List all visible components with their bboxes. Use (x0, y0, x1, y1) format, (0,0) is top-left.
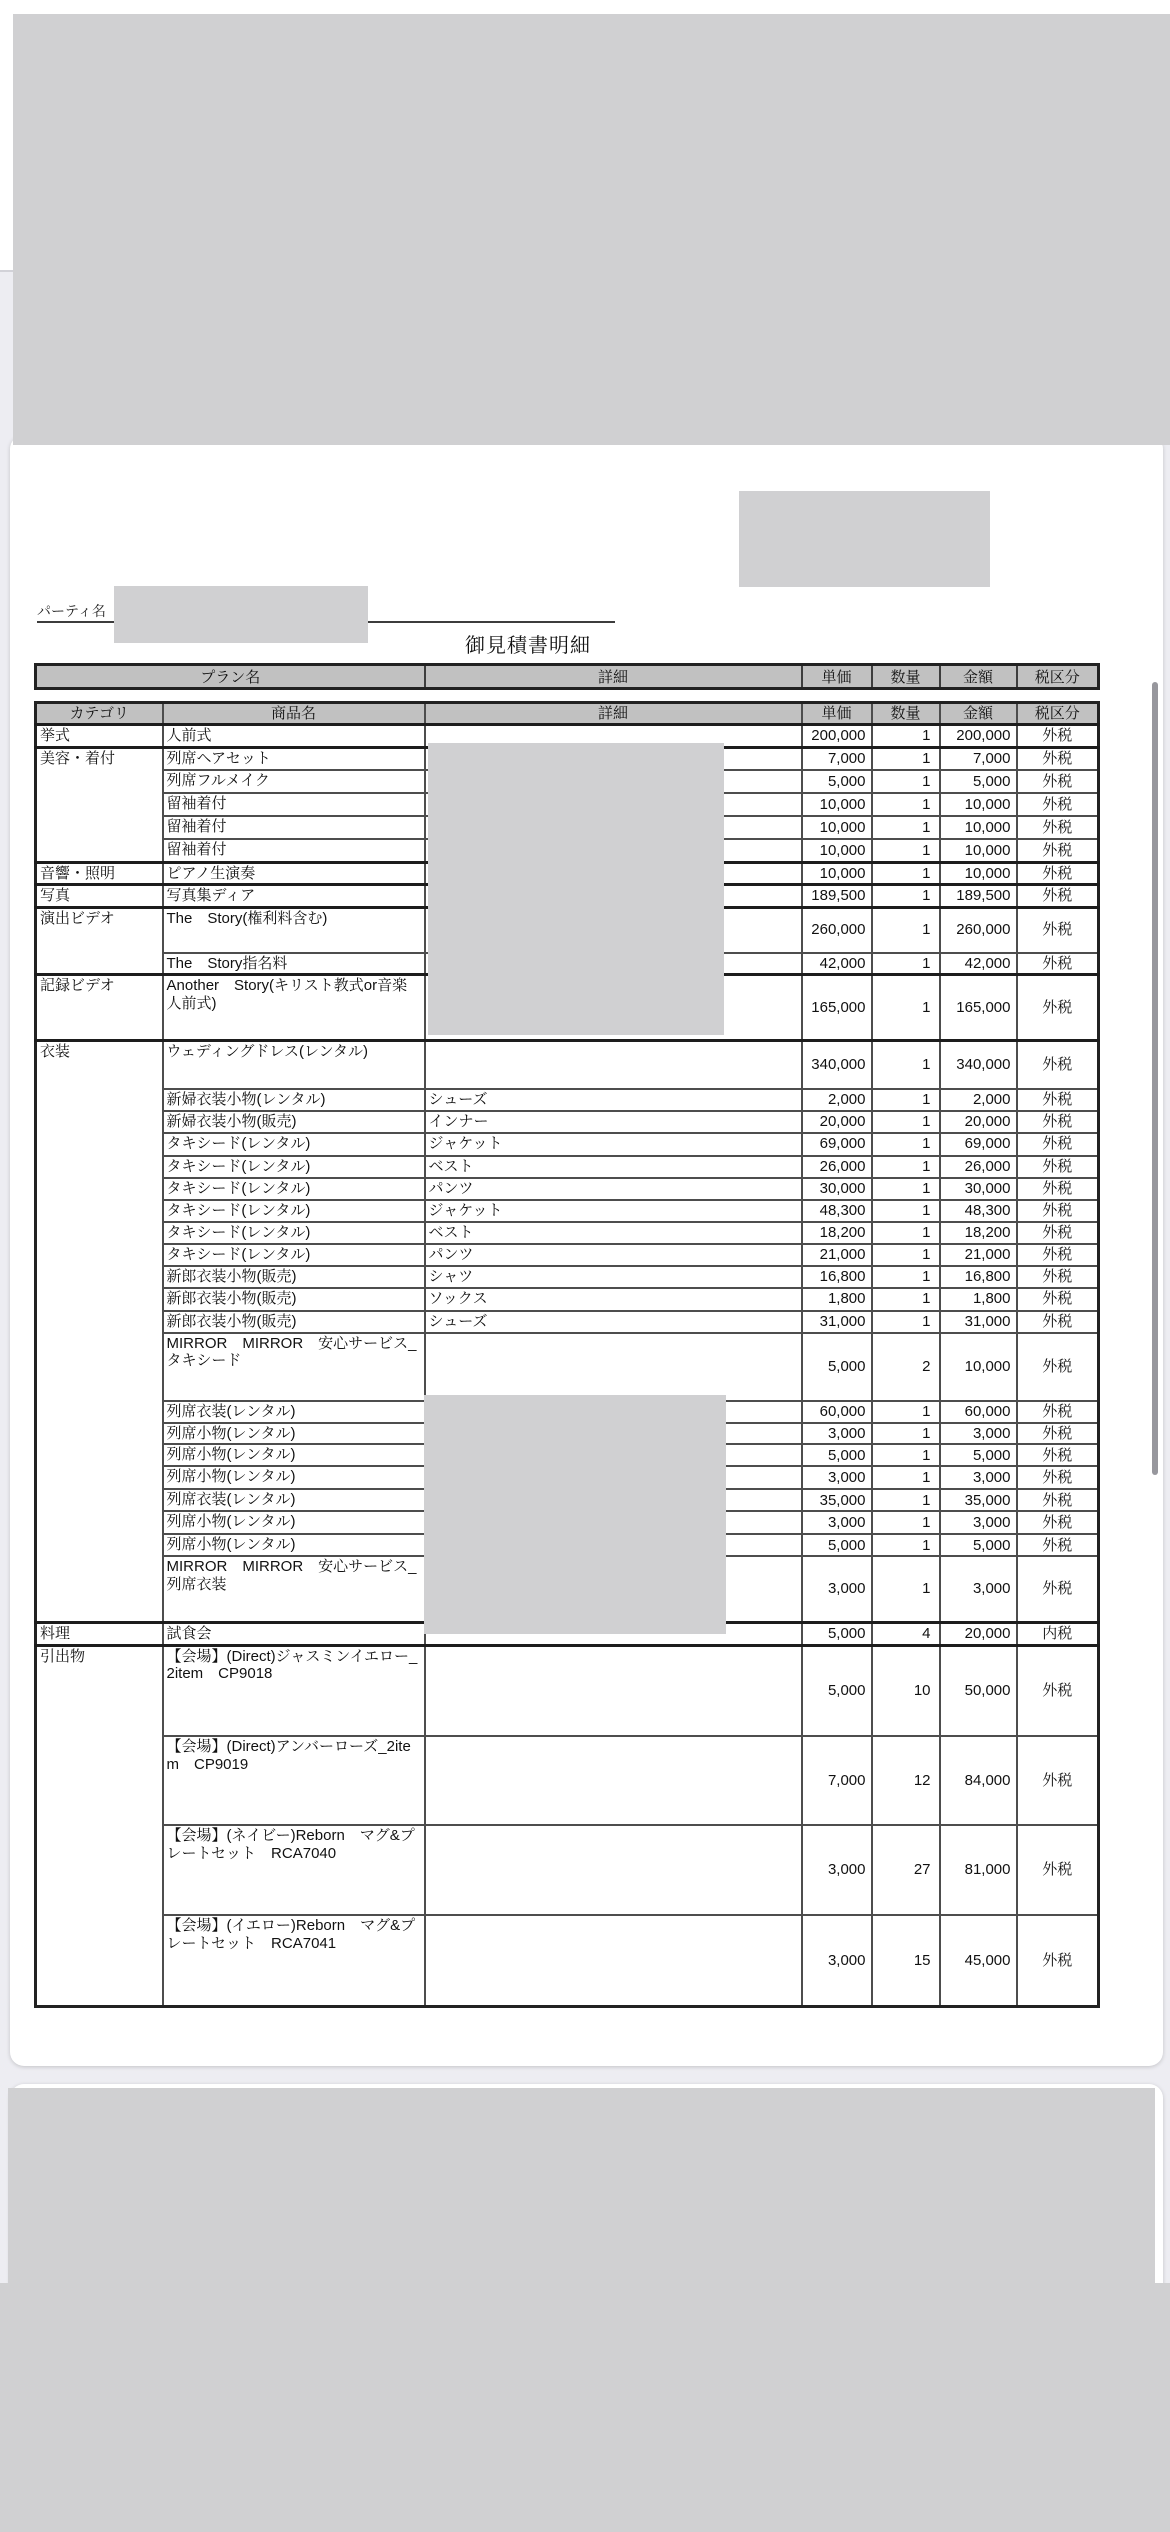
category-cell: 記録ビデオ (36, 975, 163, 1041)
unit-price-cell: 7,000 (802, 747, 872, 770)
unit-price-cell: 5,000 (802, 1534, 872, 1556)
unit-price-cell: 10,000 (802, 862, 872, 885)
unit-price-cell: 31,000 (802, 1311, 872, 1333)
product-name-cell: タキシード(レンタル) (163, 1178, 425, 1200)
category-cell: 引出物 (36, 1645, 163, 2006)
amount-cell: 3,000 (940, 1511, 1017, 1534)
product-name-cell: 列席フルメイク (163, 770, 425, 793)
unit-price-cell: 3,000 (802, 1825, 872, 1915)
category-cell: 料理 (36, 1622, 163, 1645)
qty-cell: 1 (872, 747, 940, 770)
amount-cell: 21,000 (940, 1244, 1017, 1266)
category-cell: 音響・照明 (36, 862, 163, 885)
product-name-cell: MIRROR MIRROR 安心サービス_列席衣装 (163, 1556, 425, 1622)
table-row (36, 1178, 1099, 1200)
table-row (36, 1111, 1099, 1133)
tax-class-cell: 外税 (1017, 1489, 1099, 1511)
page-2 (10, 435, 1163, 2066)
product-name-cell: 新婦衣装小物(販売) (163, 1111, 425, 1133)
tax-class-cell: 外税 (1017, 953, 1099, 975)
category-cell: 写真 (36, 885, 163, 908)
amount-cell: 69,000 (940, 1133, 1017, 1156)
table-row (36, 1333, 1099, 1401)
detail-cell (425, 1645, 802, 1736)
qty-cell: 1 (872, 1111, 940, 1133)
qty-cell: 1 (872, 1200, 940, 1222)
qty-cell: 1 (872, 1466, 940, 1489)
tax-class-cell: 外税 (1017, 1466, 1099, 1489)
amount-cell: 5,000 (940, 770, 1017, 793)
tax-class-cell: 内税 (1017, 1622, 1099, 1645)
qty-cell: 1 (872, 1311, 940, 1333)
detail-cell: シューズ (425, 1089, 802, 1111)
unit-price-cell: 26,000 (802, 1156, 872, 1178)
product-name-cell: The Story指名料 (163, 953, 425, 975)
tax-class-cell: 外税 (1017, 1178, 1099, 1200)
product-name-cell: 列席小物(レンタル) (163, 1466, 425, 1489)
qty-cell: 1 (872, 1178, 940, 1200)
product-name-cell: MIRROR MIRROR 安心サービス_タキシード (163, 1333, 425, 1401)
tax-class-cell: 外税 (1017, 1736, 1099, 1825)
category-header: カテゴリ (36, 703, 163, 725)
amount-cell: 35,000 (940, 1489, 1017, 1511)
tax-class-cell: 外税 (1017, 1244, 1099, 1266)
qty-cell: 1 (872, 1423, 940, 1445)
category-cell: 挙式 (36, 725, 163, 748)
tax-class-cell: 外税 (1017, 1444, 1099, 1466)
unit-price-header: 単価 (802, 665, 872, 689)
amount-cell: 18,200 (940, 1222, 1017, 1244)
qty-cell: 1 (872, 1266, 940, 1288)
product-name-cell: 新郎衣装小物(販売) (163, 1311, 425, 1333)
amount-cell: 48,300 (940, 1200, 1017, 1222)
product-name-cell: 列席衣装(レンタル) (163, 1489, 425, 1511)
tax-class-cell: 外税 (1017, 1133, 1099, 1156)
tax-class-cell: 外税 (1017, 908, 1099, 953)
plan-name-header: プラン名 (36, 665, 425, 689)
unit-price-cell: 3,000 (802, 1423, 872, 1445)
product-name-cell: 【会場】(ネイビー)Reborn マグ&プレートセット RCA7040 (163, 1825, 425, 1915)
amount-cell: 200,000 (940, 725, 1017, 748)
qty-cell: 1 (872, 725, 940, 748)
tax-class-cell: 外税 (1017, 1511, 1099, 1534)
product-name-cell: 【会場】(Direct)アンバーローズ_2item CP9019 (163, 1736, 425, 1825)
amount-cell: 31,000 (940, 1311, 1017, 1333)
unit-price-cell: 20,000 (802, 1111, 872, 1133)
qty-cell: 1 (872, 1156, 940, 1178)
unit-price-cell: 5,000 (802, 770, 872, 793)
category-cell: 衣装 (36, 1041, 163, 1623)
unit-price-cell: 3,000 (802, 1466, 872, 1489)
plan-header-table (34, 663, 1100, 690)
category-cell: 美容・着付 (36, 747, 163, 862)
unit-price-cell: 21,000 (802, 1244, 872, 1266)
unit-price-header: 単価 (802, 703, 872, 725)
tax-class-cell: 外税 (1017, 1915, 1099, 2006)
tax-class-cell: 外税 (1017, 1534, 1099, 1556)
tax-class-cell: 外税 (1017, 1089, 1099, 1111)
unit-price-cell: 200,000 (802, 725, 872, 748)
unit-price-cell: 189,500 (802, 885, 872, 908)
qty-cell: 4 (872, 1622, 940, 1645)
amount-cell: 60,000 (940, 1401, 1017, 1423)
detail-header: 詳細 (425, 665, 802, 689)
table-row (36, 1133, 1099, 1156)
table-row (36, 1244, 1099, 1266)
amount-cell: 260,000 (940, 908, 1017, 953)
product-name-cell: 【会場】(Direct)ジャスミンイエロー_2item CP9018 (163, 1645, 425, 1736)
category-cell: 演出ビデオ (36, 908, 163, 975)
unit-price-cell: 18,200 (802, 1222, 872, 1244)
product-name-cell: 新婦衣装小物(レンタル) (163, 1089, 425, 1111)
table-row (36, 1311, 1099, 1333)
product-name-cell: 列席小物(レンタル) (163, 1444, 425, 1466)
detail-header: 詳細 (425, 703, 802, 725)
qty-cell: 1 (872, 953, 940, 975)
tax-class-cell: 外税 (1017, 1266, 1099, 1288)
product-name-cell: タキシード(レンタル) (163, 1133, 425, 1156)
amount-cell: 3,000 (940, 1423, 1017, 1445)
tax-class-cell: 外税 (1017, 885, 1099, 908)
detail-cell (425, 1825, 802, 1915)
unit-price-cell: 35,000 (802, 1489, 872, 1511)
product-name-cell: ピアノ生演奏 (163, 862, 425, 885)
amount-cell: 5,000 (940, 1444, 1017, 1466)
qty-cell: 1 (872, 1041, 940, 1089)
tax-class-cell: 外税 (1017, 816, 1099, 839)
qty-cell: 2 (872, 1333, 940, 1401)
detail-cell (425, 1736, 802, 1825)
amount-cell: 26,000 (940, 1156, 1017, 1178)
amount-cell: 20,000 (940, 1622, 1017, 1645)
qty-header: 数量 (872, 665, 940, 689)
unit-price-cell: 165,000 (802, 975, 872, 1041)
qty-cell: 1 (872, 1511, 940, 1534)
unit-price-cell: 7,000 (802, 1736, 872, 1825)
unit-price-cell: 30,000 (802, 1178, 872, 1200)
redaction-box (13, 14, 1170, 445)
product-name-cell: 列席小物(レンタル) (163, 1534, 425, 1556)
unit-price-cell: 42,000 (802, 953, 872, 975)
product-name-cell: 留袖着付 (163, 839, 425, 862)
product-name-cell: 列席ヘアセット (163, 747, 425, 770)
table-row (36, 1736, 1099, 1825)
detail-cell: シューズ (425, 1311, 802, 1333)
qty-cell: 1 (872, 908, 940, 953)
table-row (36, 1645, 1099, 1736)
qty-cell: 1 (872, 839, 940, 862)
redaction-box (114, 586, 368, 643)
detail-cell: ベスト (425, 1222, 802, 1244)
amount-cell: 189,500 (940, 885, 1017, 908)
unit-price-cell: 5,000 (802, 1333, 872, 1401)
detail-cell: ジャケット (425, 1133, 802, 1156)
tax-class-cell: 外税 (1017, 1200, 1099, 1222)
qty-cell: 1 (872, 1222, 940, 1244)
tax-class-cell: 外税 (1017, 1556, 1099, 1622)
product-name-cell: 列席小物(レンタル) (163, 1511, 425, 1534)
table-row (36, 1288, 1099, 1311)
qty-cell: 27 (872, 1825, 940, 1915)
qty-cell: 1 (872, 770, 940, 793)
unit-price-cell: 10,000 (802, 839, 872, 862)
amount-cell: 10,000 (940, 793, 1017, 816)
product-name-cell: Another Story(キリスト教式or音楽人前式) (163, 975, 425, 1041)
amount-cell: 10,000 (940, 839, 1017, 862)
amount-cell: 10,000 (940, 816, 1017, 839)
qty-cell: 10 (872, 1645, 940, 1736)
unit-price-cell: 3,000 (802, 1556, 872, 1622)
unit-price-cell: 69,000 (802, 1133, 872, 1156)
amount-cell: 1,800 (940, 1288, 1017, 1311)
redaction-box (428, 743, 724, 1035)
amount-header: 金額 (940, 703, 1017, 725)
amount-cell: 16,800 (940, 1266, 1017, 1288)
qty-cell: 1 (872, 1534, 940, 1556)
amount-cell: 340,000 (940, 1041, 1017, 1089)
product-name-cell: ウェディングドレス(レンタル) (163, 1041, 425, 1089)
qty-cell: 1 (872, 975, 940, 1041)
amount-cell: 45,000 (940, 1915, 1017, 2006)
qty-cell: 1 (872, 1089, 940, 1111)
qty-cell: 1 (872, 862, 940, 885)
detail-cell: パンツ (425, 1244, 802, 1266)
unit-price-cell: 2,000 (802, 1089, 872, 1111)
tax-class-cell: 外税 (1017, 770, 1099, 793)
product-name-cell: タキシード(レンタル) (163, 1200, 425, 1222)
table-row (36, 1089, 1099, 1111)
qty-cell: 1 (872, 1489, 940, 1511)
qty-cell: 1 (872, 1133, 940, 1156)
tax-class-cell: 外税 (1017, 1111, 1099, 1133)
product-name-header: 商品名 (163, 703, 425, 725)
detail-cell: ベスト (425, 1156, 802, 1178)
amount-cell: 84,000 (940, 1736, 1017, 1825)
amount-cell: 3,000 (940, 1466, 1017, 1489)
amount-cell: 20,000 (940, 1111, 1017, 1133)
table-row (36, 1200, 1099, 1222)
redaction-box (0, 2283, 1170, 2532)
qty-cell: 1 (872, 1556, 940, 1622)
amount-cell: 5,000 (940, 1534, 1017, 1556)
unit-price-cell: 60,000 (802, 1401, 872, 1423)
unit-price-cell: 10,000 (802, 816, 872, 839)
qty-cell: 1 (872, 816, 940, 839)
detail-cell (425, 1915, 802, 2006)
tax-class-cell: 外税 (1017, 747, 1099, 770)
qty-cell: 15 (872, 1915, 940, 2006)
table-row (36, 1041, 1099, 1089)
tax-class-cell: 外税 (1017, 1423, 1099, 1445)
qty-cell: 1 (872, 885, 940, 908)
qty-header: 数量 (872, 703, 940, 725)
table-row (36, 1825, 1099, 1915)
tax-class-cell: 外税 (1017, 1222, 1099, 1244)
product-name-cell: 【会場】(イエロー)Reborn マグ&プレートセット RCA7041 (163, 1915, 425, 2006)
tax-class-cell: 外税 (1017, 1333, 1099, 1401)
product-name-cell: タキシード(レンタル) (163, 1156, 425, 1178)
amount-cell: 30,000 (940, 1178, 1017, 1200)
unit-price-cell: 3,000 (802, 1915, 872, 2006)
amount-cell: 42,000 (940, 953, 1017, 975)
tax-class-cell: 外税 (1017, 1041, 1099, 1089)
tax-class-cell: 外税 (1017, 975, 1099, 1041)
unit-price-cell: 16,800 (802, 1266, 872, 1288)
tax-class-cell: 外税 (1017, 1288, 1099, 1311)
table-row (36, 1156, 1099, 1178)
unit-price-cell: 260,000 (802, 908, 872, 953)
tax-class-header: 税区分 (1017, 665, 1099, 689)
product-name-cell: 留袖着付 (163, 816, 425, 839)
unit-price-cell: 48,300 (802, 1200, 872, 1222)
amount-cell: 2,000 (940, 1089, 1017, 1111)
page-title: 御見積書明細 (465, 635, 591, 657)
party-name-label: パーティ名 (37, 603, 106, 619)
product-name-cell: 試食会 (163, 1622, 425, 1645)
unit-price-cell: 5,000 (802, 1444, 872, 1466)
unit-price-cell: 5,000 (802, 1622, 872, 1645)
table-row (36, 1222, 1099, 1244)
qty-cell: 1 (872, 1401, 940, 1423)
qty-cell: 1 (872, 1444, 940, 1466)
amount-cell: 50,000 (940, 1645, 1017, 1736)
unit-price-cell: 3,000 (802, 1511, 872, 1534)
amount-cell: 10,000 (940, 862, 1017, 885)
product-name-cell: 写真集ディア (163, 885, 425, 908)
tax-class-cell: 外税 (1017, 1311, 1099, 1333)
qty-cell: 1 (872, 1244, 940, 1266)
amount-cell: 3,000 (940, 1556, 1017, 1622)
unit-price-cell: 10,000 (802, 793, 872, 816)
product-name-cell: タキシード(レンタル) (163, 1222, 425, 1244)
scroll-indicator[interactable] (1152, 682, 1158, 1475)
product-name-cell: タキシード(レンタル) (163, 1244, 425, 1266)
detail-cell (425, 1333, 802, 1401)
unit-price-cell: 5,000 (802, 1645, 872, 1736)
amount-cell: 7,000 (940, 747, 1017, 770)
product-name-cell: 留袖着付 (163, 793, 425, 816)
detail-cell: シャツ (425, 1266, 802, 1288)
amount-header: 金額 (940, 665, 1017, 689)
tax-class-cell: 外税 (1017, 839, 1099, 862)
product-name-cell: 新郎衣装小物(販売) (163, 1266, 425, 1288)
qty-cell: 12 (872, 1736, 940, 1825)
detail-cell (425, 1041, 802, 1089)
product-name-cell: 人前式 (163, 725, 425, 748)
product-name-cell: 新郎衣装小物(販売) (163, 1288, 425, 1311)
detail-cell: パンツ (425, 1178, 802, 1200)
unit-price-cell: 340,000 (802, 1041, 872, 1089)
detail-cell: ソックス (425, 1288, 802, 1311)
product-name-cell: 列席小物(レンタル) (163, 1423, 425, 1445)
detail-cell: インナー (425, 1111, 802, 1133)
redaction-box (424, 1395, 726, 1634)
tax-class-header: 税区分 (1017, 703, 1099, 725)
product-name-cell: The Story(権利料含む) (163, 908, 425, 953)
redaction-box (739, 491, 990, 587)
amount-cell: 81,000 (940, 1825, 1017, 1915)
tax-class-cell: 外税 (1017, 1401, 1099, 1423)
amount-cell: 10,000 (940, 1333, 1017, 1401)
qty-cell: 1 (872, 1288, 940, 1311)
tax-class-cell: 外税 (1017, 862, 1099, 885)
tax-class-cell: 外税 (1017, 725, 1099, 748)
redaction-box (8, 2088, 1155, 2284)
table-row (36, 1266, 1099, 1288)
tax-class-cell: 外税 (1017, 1645, 1099, 1736)
tax-class-cell: 外税 (1017, 1156, 1099, 1178)
tax-class-cell: 外税 (1017, 1825, 1099, 1915)
detail-cell: ジャケット (425, 1200, 802, 1222)
qty-cell: 1 (872, 793, 940, 816)
amount-cell: 165,000 (940, 975, 1017, 1041)
unit-price-cell: 1,800 (802, 1288, 872, 1311)
table-row (36, 1915, 1099, 2006)
tax-class-cell: 外税 (1017, 793, 1099, 816)
product-name-cell: 列席衣装(レンタル) (163, 1401, 425, 1423)
